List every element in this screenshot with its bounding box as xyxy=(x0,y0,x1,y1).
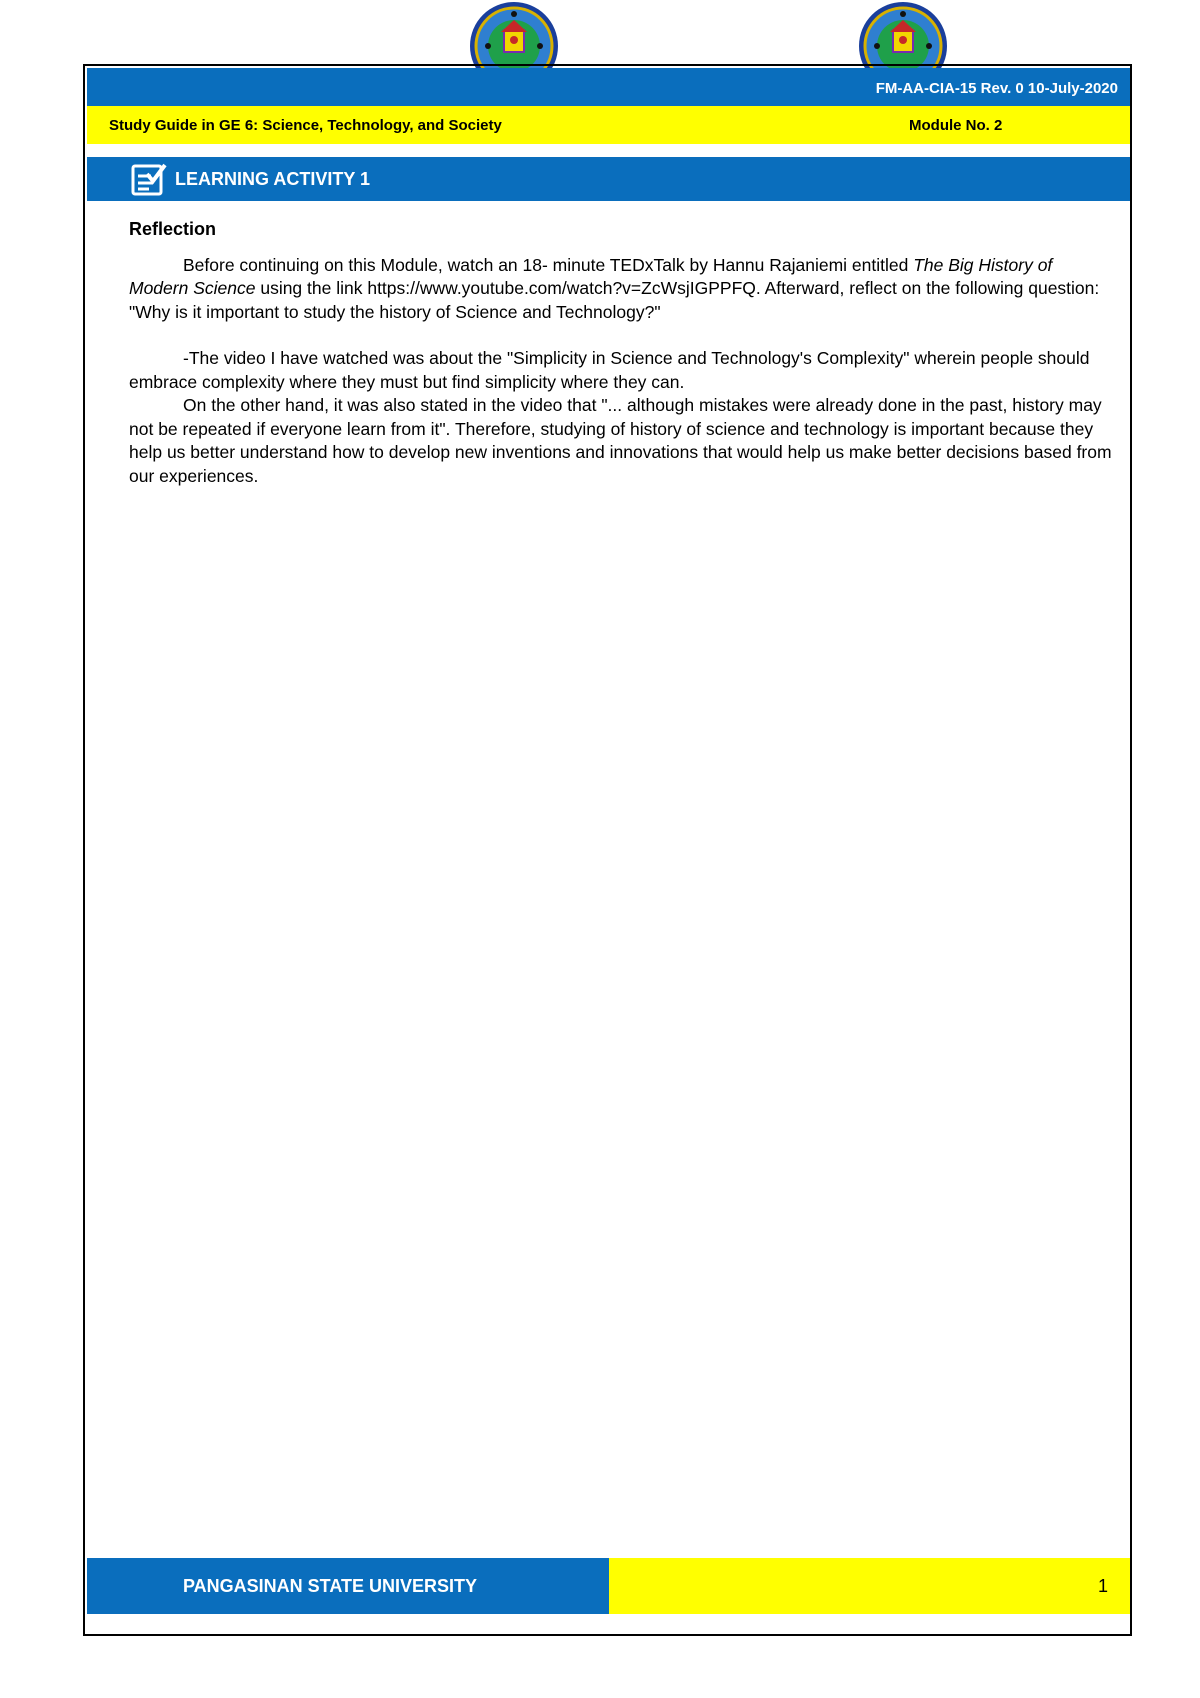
university-name: PANGASINAN STATE UNIVERSITY xyxy=(183,1576,478,1596)
talk-title: The Big History of Modern Science xyxy=(129,254,1053,298)
activity-content xyxy=(129,218,1114,488)
section-heading: Reflection xyxy=(129,219,217,239)
university-seal-right-icon xyxy=(857,0,949,68)
answer-paragraph-1: -The video I have watched was about the "Simplicity in Science and Technology's Complexity" wherein people should embrace complexity where they must but find simplicity where they can. xyxy=(129,348,1090,392)
form-code: FM-AA-CIA-15 Rev. 0 10-July-2020 xyxy=(875,80,1118,97)
checklist-icon xyxy=(131,162,167,196)
activity-title: LEARNING ACTIVITY 1 xyxy=(175,169,371,189)
prompt-text-before: Before continuing on this Module, watch an 18- minute TEDxTalk by Hannu Rajaniemi entitled xyxy=(183,254,914,275)
title-band xyxy=(87,106,1130,144)
answer-paragraph-2: On the other hand, it was also stated in the video that "... although mistakes were already done in the past, history may not be repeated if everyone learn from it". Therefore, studying of history of science and technology is important because they help us better understand how to develop new inventions and innovations that would help us make better decisions based from our experiences. xyxy=(129,395,1112,486)
footer-university-band xyxy=(87,1558,609,1614)
study-guide-title: Study Guide in GE 6: Science, Technology, and Society xyxy=(109,117,502,134)
activity-prompt xyxy=(129,254,1114,325)
form-code-band xyxy=(87,68,1130,106)
footer-page-band xyxy=(609,1558,1130,1614)
module-number: Module No. 2 xyxy=(909,117,1003,134)
university-seal-left-icon xyxy=(468,0,560,68)
page-number: 1 xyxy=(1097,1576,1108,1596)
learning-activity-header xyxy=(87,157,1130,201)
page-frame xyxy=(83,64,1132,1636)
prompt-text-after: using the link https://www.youtube.com/watch?v=ZcWsjIGPPFQ. Afterward, reflect on the following question: "Why is it important to study the history of Science and Technology?" xyxy=(129,278,1100,322)
